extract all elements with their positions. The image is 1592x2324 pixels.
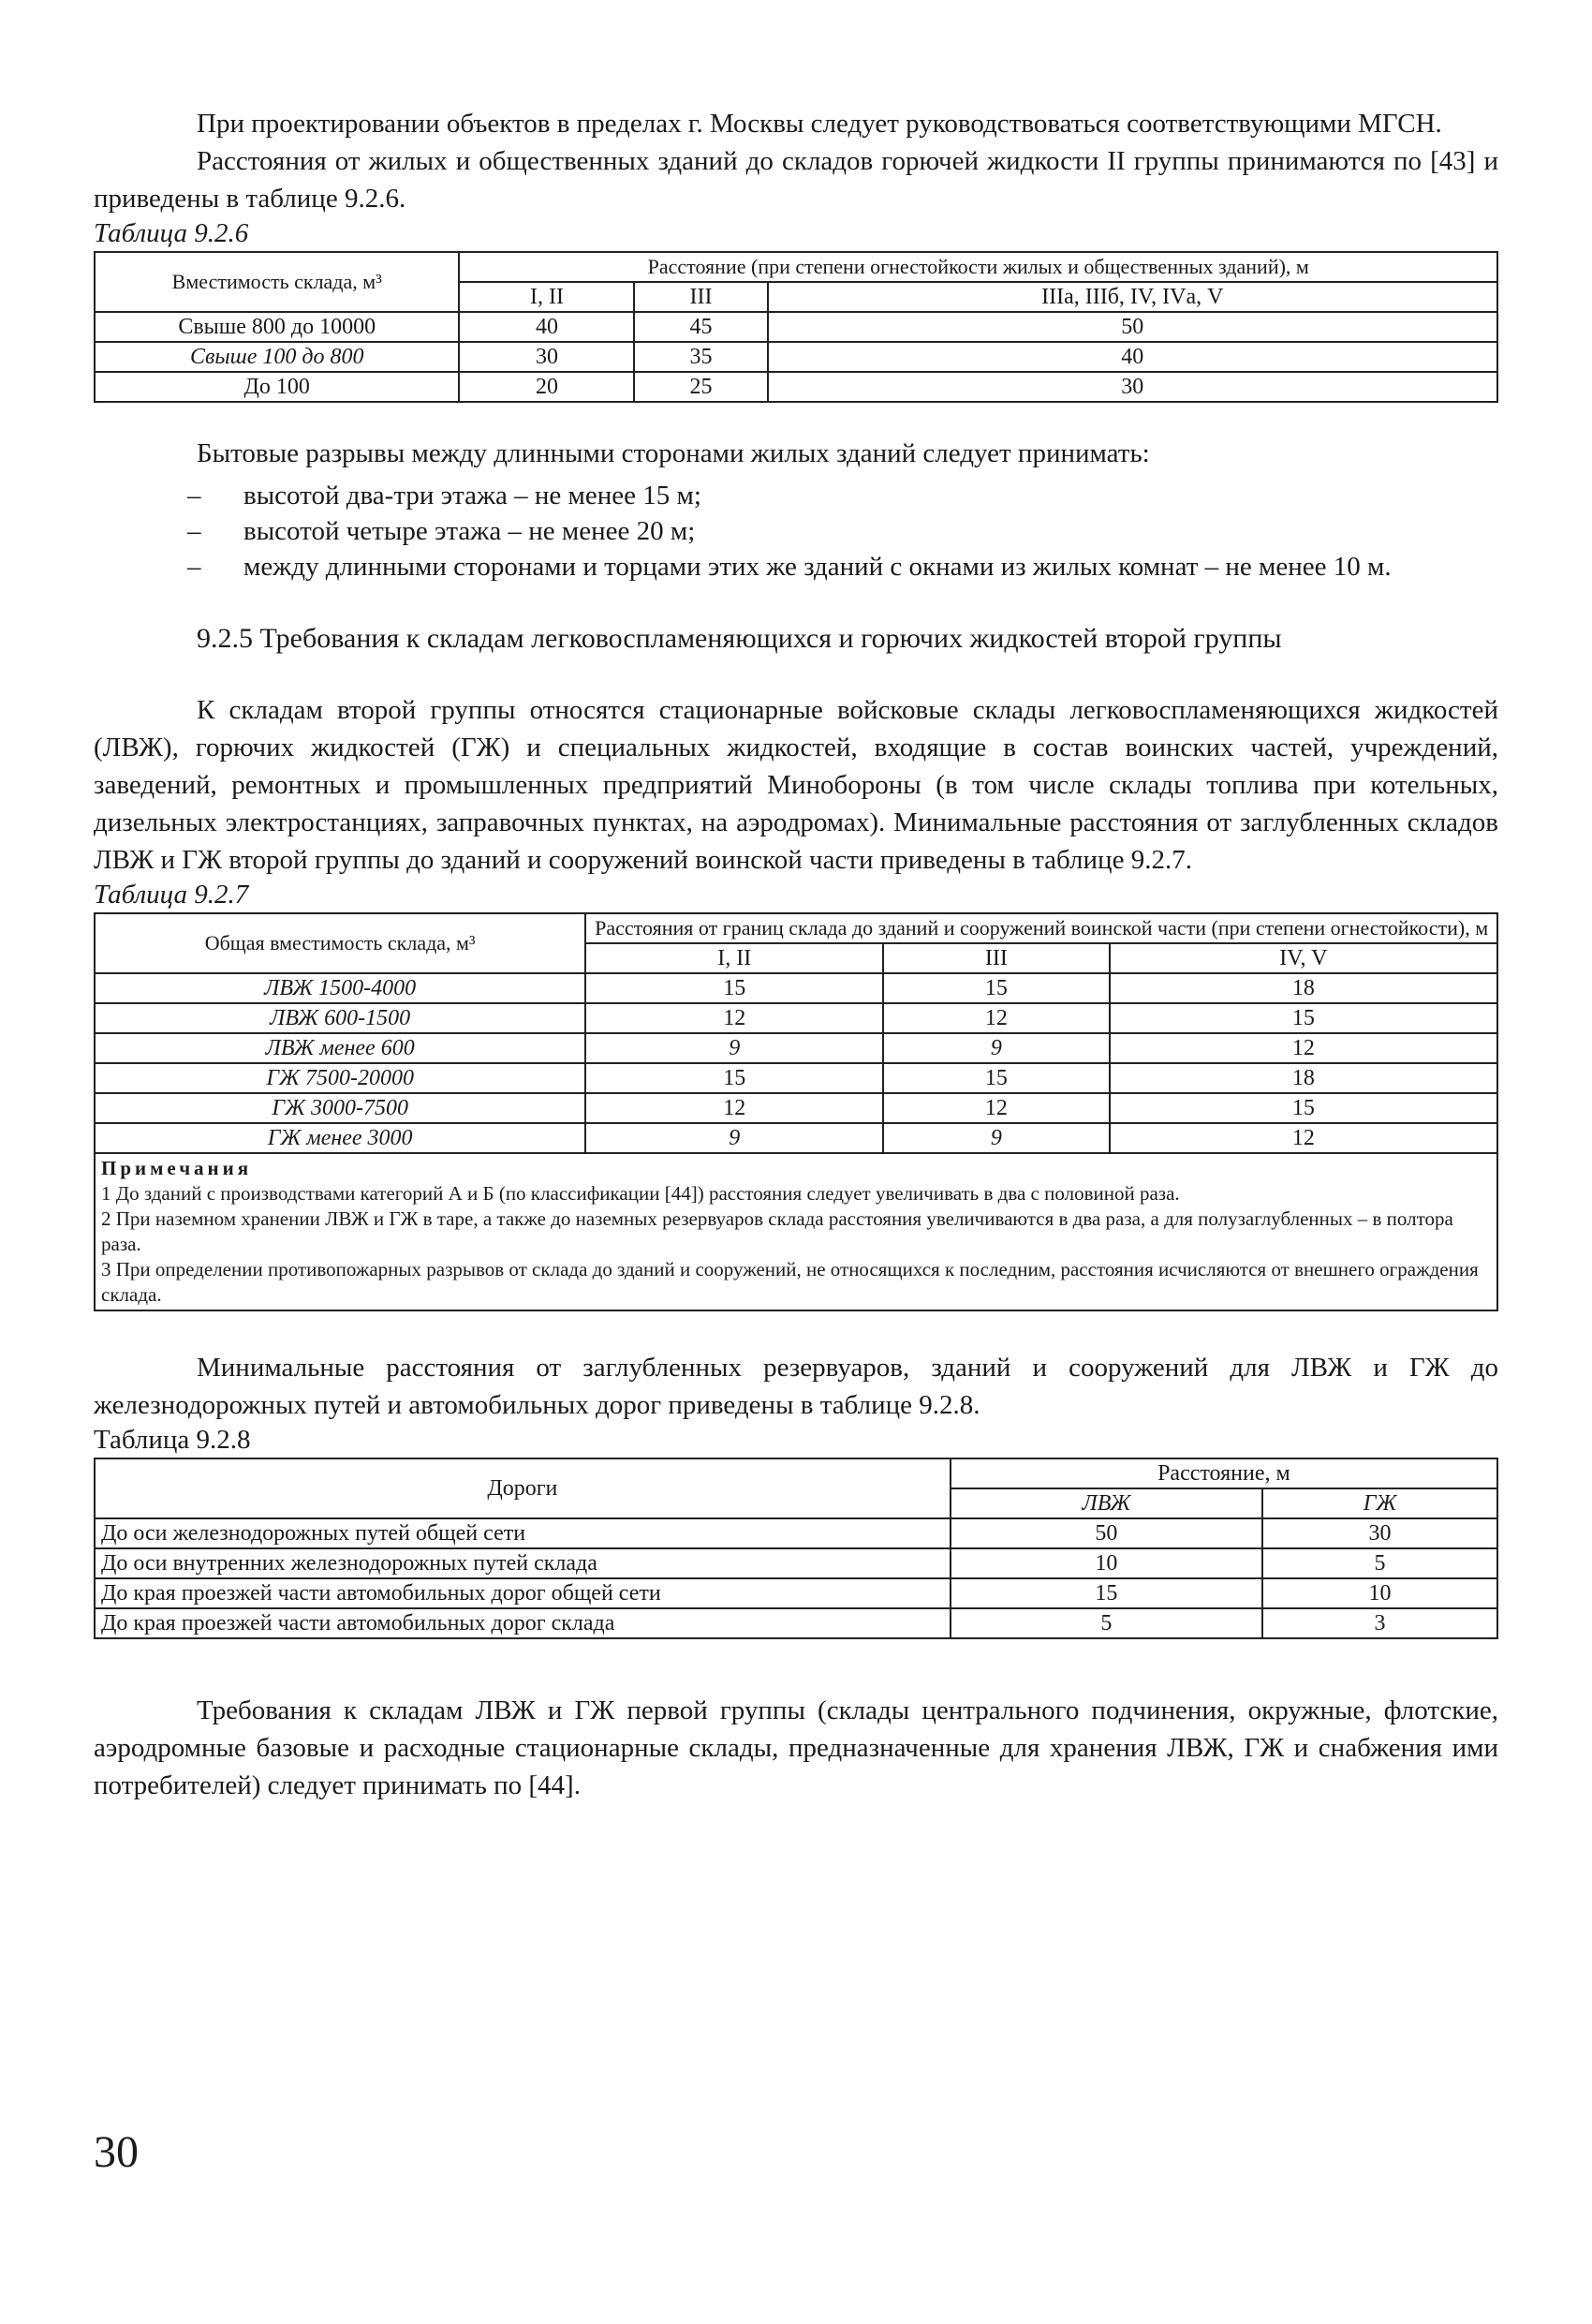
- table2-cell: 12: [585, 1003, 883, 1033]
- table2-cell: 12: [883, 1093, 1110, 1123]
- table-row: [95, 1033, 1497, 1063]
- table2-cell: 18: [1110, 973, 1497, 1003]
- table3-cell: 10: [1262, 1578, 1497, 1608]
- table2-cell: 9: [585, 1033, 883, 1063]
- table1-cell: 40: [768, 342, 1497, 372]
- table-row: [95, 1548, 1497, 1578]
- table1-cell: 25: [634, 372, 767, 402]
- table3-cell: 3: [1262, 1608, 1497, 1638]
- table2-cell: ЛВЖ 600-1500: [95, 1003, 585, 1033]
- paragraph-roads-intro: Минимальные расстояния от заглубленных резервуаров, зданий и сооружений для ЛВЖ и ГЖ до железнодорожных путей и автомобильных дорог приведены в таблице 9.2.8.: [94, 1353, 1498, 1420]
- table-row: [95, 1578, 1497, 1608]
- table3-cell: 30: [1262, 1518, 1497, 1548]
- table2-cell: 12: [585, 1093, 883, 1123]
- page-number: 30: [94, 2127, 139, 2177]
- table3-subheader: ГЖ: [1262, 1488, 1497, 1518]
- note-item: 3 При определении противопожарных разрывов от склада до зданий и сооружений, не относящихся к последним, расстояния исчисляются от внешнего ограждения склада.: [101, 1258, 1479, 1306]
- table1-cell: До 100: [95, 372, 459, 402]
- paragraph-distances-intro: Расстояния от жилых и общественных зданий до складов горючей жидкости II группы принимаются по [43] и приведены в таблице 9.2.6.: [94, 146, 1498, 214]
- paragraph-second-group: К складам второй группы относятся стационарные войсковые склады легковоспламеняющихся жидкостей (ЛВЖ), горючих жидкостей (ГЖ) и специальных жидкостей, входящие в состав воинских частей, учреждений, заведений, ремонтных и промышленных предприятий Минобороны (в том числе склады топлива при котельных, дизельных электростанциях, заправочных пунктах, на аэродромах). Минимальные расстояния от заглубленных складов ЛВЖ и ГЖ второй группы до зданий и сооружений воинской части приведены в таблице 9.2.7.: [94, 695, 1498, 875]
- table2-cell: 12: [883, 1003, 1110, 1033]
- table1-cell: 20: [459, 372, 634, 402]
- table3-cell: До края проезжей части автомобильных дорог склада: [95, 1608, 951, 1638]
- table2-cell: 18: [1110, 1063, 1497, 1093]
- document-page: [94, 94, 1498, 1804]
- table1-col0-header: Вместимость склада, м³: [95, 252, 459, 312]
- table2-subheader: III: [883, 943, 1110, 973]
- table-row: [95, 372, 1497, 402]
- table2-cell: 15: [883, 973, 1110, 1003]
- table3-cell: 10: [951, 1548, 1262, 1578]
- table2-cell: 12: [1110, 1033, 1497, 1063]
- table3-cell: До края проезжей части автомобильных дорог общей сети: [95, 1578, 951, 1608]
- table1-subheader: I, II: [459, 282, 634, 312]
- table3-cell: 15: [951, 1578, 1262, 1608]
- table2-cell: ГЖ 3000-7500: [95, 1093, 585, 1123]
- table2-cell: ЛВЖ 1500-4000: [95, 973, 585, 1003]
- table2-cell: 9: [883, 1123, 1110, 1153]
- table3-cell: До оси железнодорожных путей общей сети: [95, 1518, 951, 1548]
- table-9-2-7-caption: Таблица 9.2.7: [94, 880, 249, 910]
- table-9-2-6-caption: Таблица 9.2.6: [94, 218, 249, 248]
- table2-cell: 15: [1110, 1003, 1497, 1033]
- table2-cell: 9: [585, 1123, 883, 1153]
- table3-col0-header: Дороги: [95, 1458, 951, 1518]
- table1-cell: 45: [634, 312, 767, 342]
- list-item: – высотой четыре этажа – не менее 20 м;: [187, 516, 696, 546]
- paragraph-moscow: При проектировании объектов в пределах г. Москвы следует руководствоваться соответствующими МГСН.: [197, 109, 1442, 139]
- paragraph-household-gaps: Бытовые разрывы между длинными сторонами жилых зданий следует принимать:: [197, 438, 1150, 468]
- table2-cell: ГЖ 7500-20000: [95, 1063, 585, 1093]
- table2-col0-header: Общая вместимость склада, м³: [95, 913, 585, 973]
- table-row: [95, 342, 1497, 372]
- table2-cell: 15: [585, 973, 883, 1003]
- gap-list: [187, 478, 1498, 585]
- table2-cell: ЛВЖ менее 600: [95, 1033, 585, 1063]
- table2-cell: ГЖ менее 3000: [95, 1123, 585, 1153]
- table2-cell: 15: [1110, 1093, 1497, 1123]
- note-item: 2 При наземном хранении ЛВЖ и ГЖ в таре, а также до наземных резервуаров склада расстояния увеличиваются в два раза, а для полузаглубленных – в полтора раза.: [101, 1207, 1453, 1255]
- table-row: [95, 1093, 1497, 1123]
- table1-cell: 40: [459, 312, 634, 342]
- section-heading: 9.2.5 Требования к складам легковоспламеняющихся и горючих жидкостей второй группы: [197, 623, 1282, 654]
- table1-cell: 50: [768, 312, 1497, 342]
- table-row: [95, 973, 1497, 1003]
- table1-cell: 30: [459, 342, 634, 372]
- table1-subheader: III: [634, 282, 767, 312]
- table2-subheader: I, II: [585, 943, 883, 973]
- table-9-2-6: [94, 251, 1498, 403]
- table3-cell: 5: [1262, 1548, 1497, 1578]
- table3-group-header: Расстояние, м: [951, 1458, 1497, 1488]
- table-9-2-8: [94, 1458, 1498, 1639]
- table-row: [95, 312, 1497, 342]
- table3-cell: До оси внутренних железнодорожных путей склада: [95, 1548, 951, 1578]
- table1-group-header: Расстояние (при степени огнестойкости жилых и общественных зданий), м: [459, 252, 1497, 282]
- table-9-2-8-caption: Таблица 9.2.8: [94, 1425, 251, 1455]
- table2-subheader: IV, V: [1110, 943, 1497, 973]
- table-row: [95, 1518, 1497, 1548]
- table3-subheader: ЛВЖ: [951, 1488, 1262, 1518]
- table1-cell: 35: [634, 342, 767, 372]
- table2-cell: 12: [1110, 1123, 1497, 1153]
- table-row: [95, 1003, 1497, 1033]
- table2-cell: 15: [883, 1063, 1110, 1093]
- list-item: – между длинными сторонами и торцами этих же зданий с окнами из жилых комнат – не менее 10 м.: [187, 552, 1392, 582]
- table3-cell: 5: [951, 1608, 1262, 1638]
- table-row: [95, 1123, 1497, 1153]
- table-9-2-7: [94, 912, 1498, 1311]
- paragraph-first-group: Требования к складам ЛВЖ и ГЖ первой группы (склады центрального подчинения, окружные, флотские, аэродромные базовые и расходные стационарные склады, предназначенные для хранения ЛВЖ, ГЖ и снабжения ими потребителей) следует принимать по [44].: [94, 1695, 1498, 1800]
- table1-cell: Свыше 800 до 10000: [95, 312, 459, 342]
- table2-cell: 9: [883, 1033, 1110, 1063]
- list-item: – высотой два-три этажа – не менее 15 м;: [187, 481, 701, 511]
- table2-notes: [95, 1153, 1497, 1310]
- note-item: 1 До зданий с производствами категорий А и Б (по классификации [44]) расстояния следует увеличивать в два с половиной раза.: [101, 1182, 1180, 1205]
- table2-cell: 15: [585, 1063, 883, 1093]
- table1-cell: 30: [768, 372, 1497, 402]
- table1-cell: Свыше 100 до 800: [95, 342, 459, 372]
- table3-cell: 50: [951, 1518, 1262, 1548]
- table1-subheader: IIIа, IIIб, IV, IVа, V: [768, 282, 1497, 312]
- table2-group-header: Расстояния от границ склада до зданий и сооружений воинской части (при степени огнестойкости), м: [585, 913, 1497, 943]
- notes-title: Примечания: [101, 1157, 253, 1179]
- table-row: [95, 1608, 1497, 1638]
- table-row: [95, 1063, 1497, 1093]
